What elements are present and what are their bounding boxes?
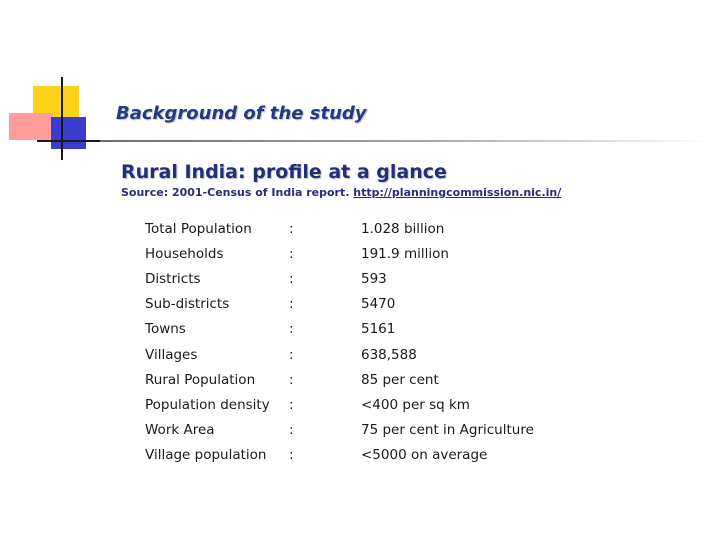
row-value: <5000 on average <box>361 447 488 464</box>
table-row <box>145 443 601 468</box>
row-label: Work Area <box>145 422 215 439</box>
row-separator: : <box>289 321 294 338</box>
row-value: <400 per sq km <box>361 396 470 413</box>
table-row <box>145 266 601 291</box>
row-label: Sub-districts <box>145 296 230 313</box>
row-label: Rural Population <box>145 371 256 388</box>
row-label: Districts <box>145 270 201 287</box>
row-label: Households <box>145 245 224 262</box>
source-link[interactable]: http://planningcommission.nic.in/ <box>353 186 562 199</box>
row-separator: : <box>289 371 294 388</box>
row-value: 85 per cent <box>361 371 439 388</box>
table-row <box>145 241 601 266</box>
row-separator: : <box>289 220 294 237</box>
decor-horizontal-line <box>37 140 102 142</box>
source-text: Source: 2001-Census of India report. <box>121 186 350 199</box>
row-separator: : <box>289 447 294 464</box>
profile-table <box>145 216 601 468</box>
row-value: 75 per cent in Agriculture <box>361 422 534 439</box>
decor-vertical-line <box>61 77 63 160</box>
table-row <box>145 317 601 342</box>
row-label: Village population <box>145 447 267 464</box>
decor-pink-square <box>9 113 53 140</box>
table-row <box>145 392 601 417</box>
source-line <box>121 186 561 199</box>
slide-title: Background of the study <box>116 103 367 124</box>
row-value: 5161 <box>361 321 396 338</box>
decor-blue-square <box>51 117 86 149</box>
title-underline-rule <box>100 140 710 142</box>
slide-subtitle: Rural India: profile at a glance <box>121 161 447 183</box>
row-value: 593 <box>361 270 387 287</box>
table-row <box>145 342 601 367</box>
row-value: 638,588 <box>361 346 417 363</box>
row-label: Population density <box>145 396 270 413</box>
row-value: 1.028 billion <box>361 220 445 237</box>
row-separator: : <box>289 270 294 287</box>
table-row <box>145 418 601 443</box>
row-label: Total Population <box>145 220 252 237</box>
row-label: Towns <box>145 321 186 338</box>
row-value: 191.9 million <box>361 245 449 262</box>
table-row <box>145 367 601 392</box>
row-separator: : <box>289 422 294 439</box>
row-separator: : <box>289 396 294 413</box>
row-separator: : <box>289 245 294 262</box>
row-label: Villages <box>145 346 198 363</box>
row-separator: : <box>289 346 294 363</box>
table-row <box>145 292 601 317</box>
table-row <box>145 216 601 241</box>
row-value: 5470 <box>361 296 396 313</box>
row-separator: : <box>289 296 294 313</box>
